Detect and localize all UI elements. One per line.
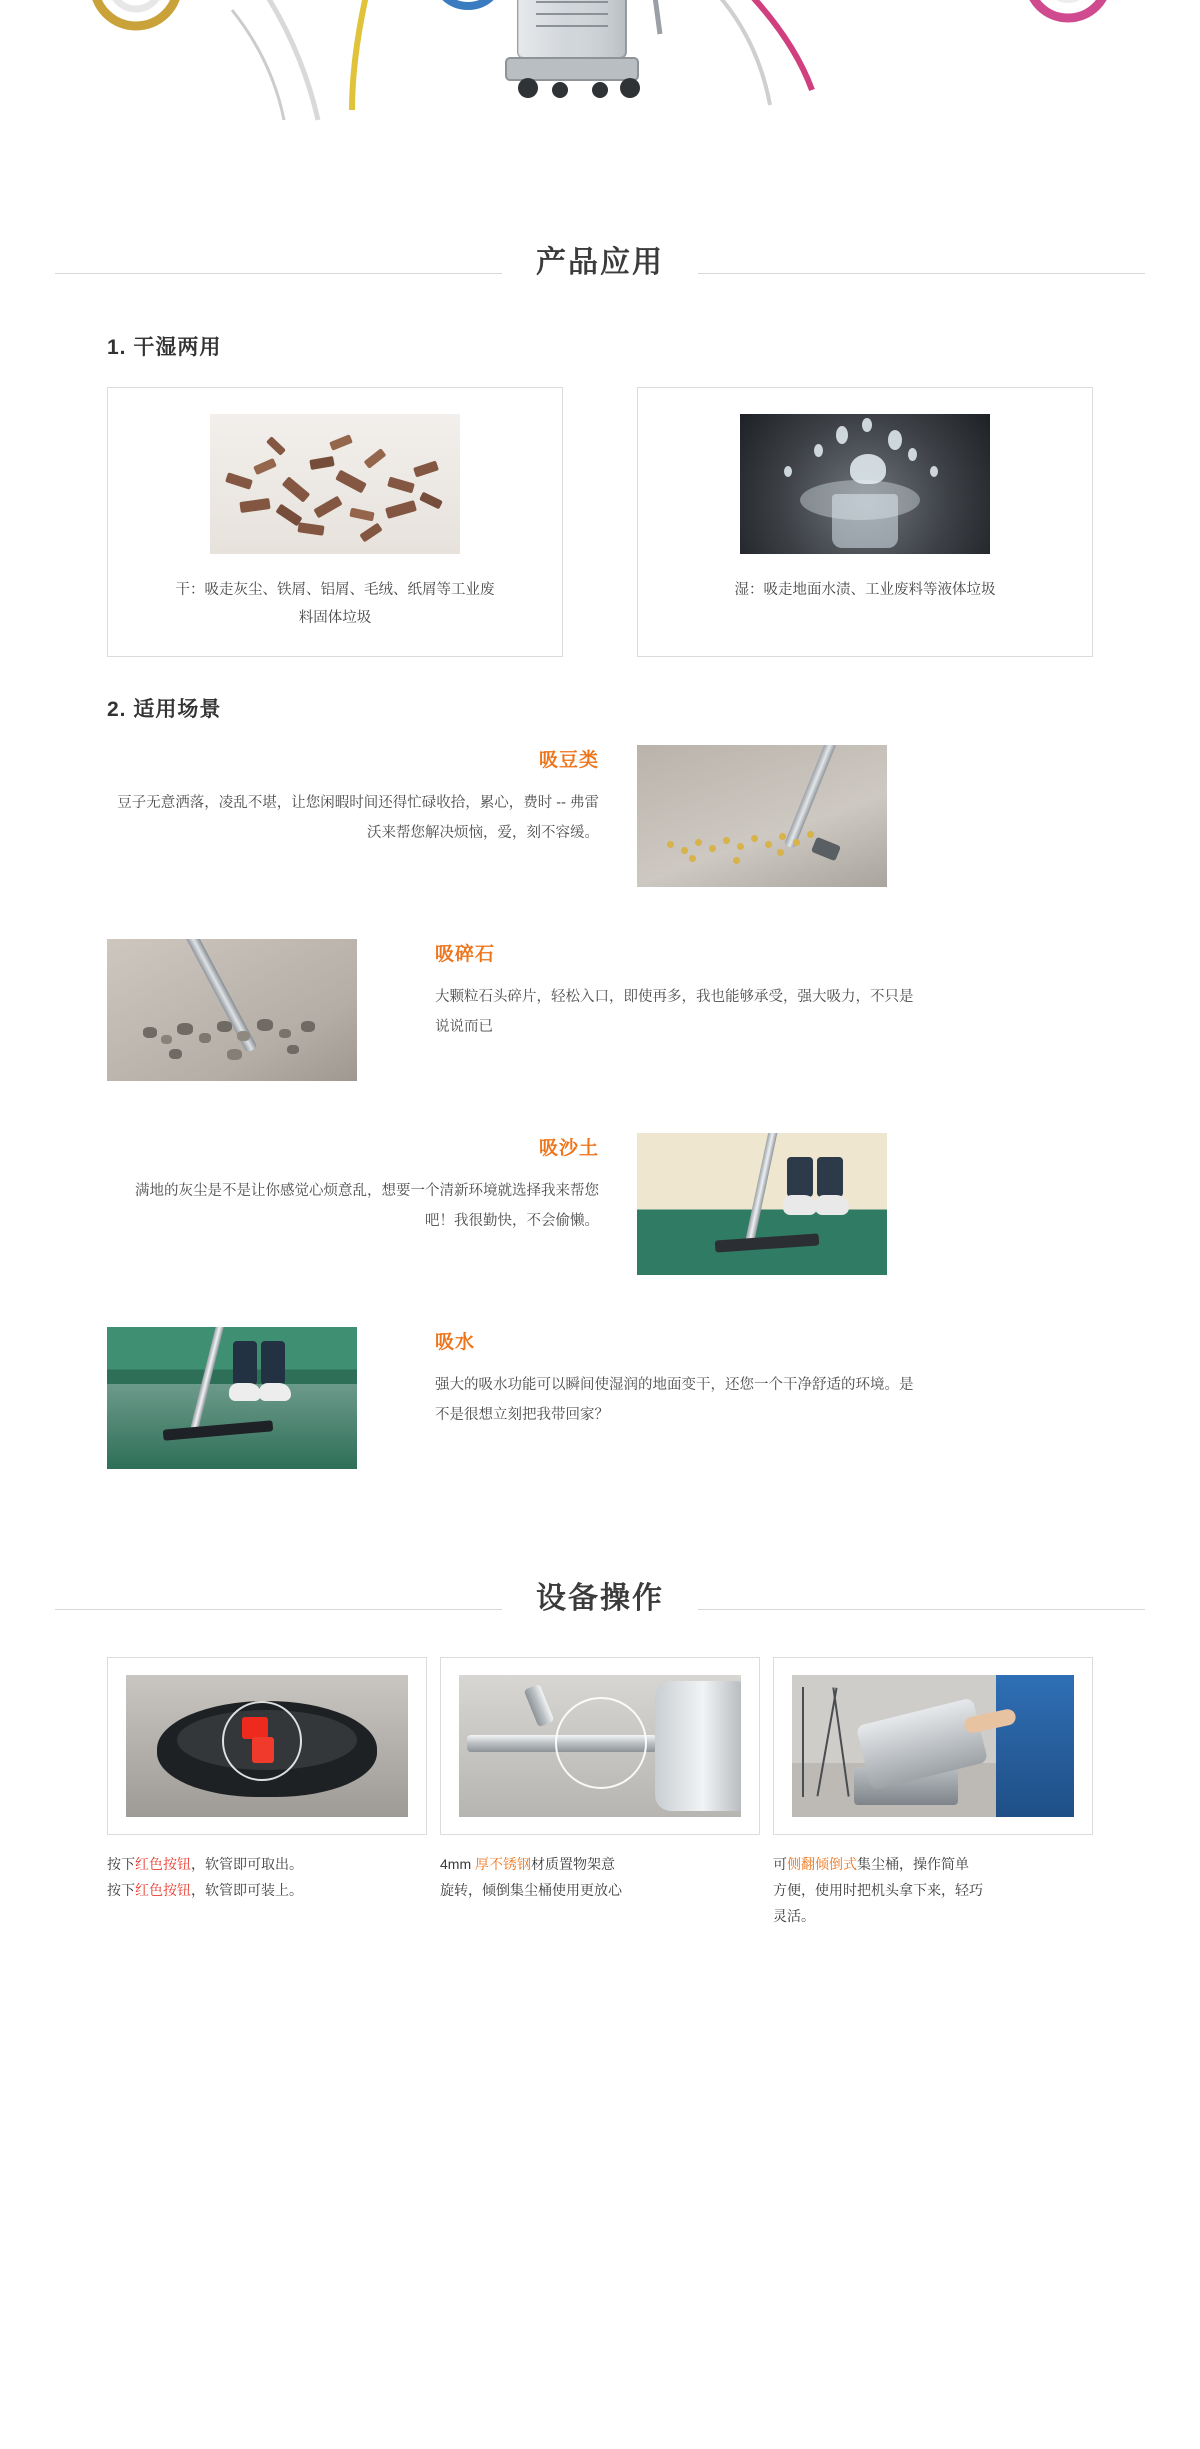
operation-card-red-button [107, 1657, 427, 1929]
highlight-circle-icon [222, 1701, 302, 1781]
operation-caption-line [107, 1851, 427, 1877]
scene-title: 吸沙土 [538, 1138, 599, 1159]
subsection-title-dry-wet: 1. 干湿两用 [107, 336, 222, 359]
scene-gravel [107, 939, 1093, 1111]
caption-text: ，软管即可取出。 [191, 1856, 303, 1872]
caption-text: 可 [773, 1856, 787, 1872]
section-heading-operation [55, 1521, 1145, 1631]
scene-body: 强大的吸水功能可以瞬间使湿润的地面变干，还您一个干净舒适的环境。是不是很想立刻把我带回家？ [435, 1377, 914, 1423]
caption-text: 按下 [107, 1882, 135, 1898]
caption-text: ，软管即可装上。 [191, 1882, 303, 1898]
page-title: 产品应用 [502, 237, 698, 281]
steel-rack-photo [459, 1675, 741, 1817]
scene-title: 吸碎石 [435, 944, 496, 965]
scene-sand [107, 1133, 1093, 1305]
highlight-circle-icon [555, 1697, 647, 1789]
caption-highlight: 侧翻倾倒式 [787, 1856, 857, 1872]
red-button-photo [126, 1675, 408, 1817]
caption-text: 集尘桶，操作简单 [857, 1856, 969, 1872]
vacuum-beans-photo [637, 745, 887, 887]
caption-highlight: 厚不锈钢 [475, 1856, 531, 1872]
water-splash-photo [740, 414, 990, 554]
caption-text: 材质置物架意 [531, 1856, 615, 1872]
tilt-bucket-photo [792, 1675, 1074, 1817]
scene-body: 满地的灰尘是不是让你感觉心烦意乱，想要一个清新环境就选择我来帮您吧！我很勤快，不会偷懒。 [135, 1183, 599, 1229]
subsection-title-scenes: 2. 适用场景 [107, 698, 222, 721]
operation-caption-line: 方便，使用时把机头拿下来，轻巧 [773, 1882, 983, 1898]
scene-body: 大颗粒石头碎片，轻松入口，即使再多，我也能够承受，强大吸力，不只是说说而已 [435, 989, 914, 1035]
vacuum-water-photo [107, 1327, 357, 1469]
scene-title: 吸水 [435, 1332, 476, 1353]
vacuum-sand-photo [637, 1133, 887, 1275]
caption-text: 按下 [107, 1856, 135, 1872]
operation-card-steel-rack [440, 1657, 760, 1929]
operation-caption-line [773, 1851, 1093, 1877]
wood-chips-photo [210, 414, 460, 554]
section-heading-application [55, 185, 1145, 295]
operation-caption-line [107, 1877, 427, 1903]
operation-caption [107, 1851, 427, 1903]
page-bottom-spacer [0, 1929, 1200, 1989]
scene-list [55, 745, 1145, 1499]
operation-caption [440, 1851, 760, 1903]
vacuum-gravel-photo [107, 939, 357, 1081]
scene-beans [107, 745, 1093, 917]
hero-illustration [0, 0, 1200, 185]
caption-highlight: 红色按钮 [135, 1882, 191, 1898]
dry-card [107, 387, 563, 657]
operation-caption [773, 1851, 1093, 1929]
scene-title: 吸豆类 [538, 750, 599, 771]
scene-water [107, 1327, 1093, 1499]
operation-card-group [55, 1657, 1145, 1929]
dry-wet-card-group [55, 387, 1145, 657]
section-title-operation: 设备操作 [502, 1573, 698, 1617]
operation-caption-line: 旋转，倾倒集尘桶使用更放心 [440, 1882, 622, 1898]
wet-card [637, 387, 1093, 657]
scene-body: 豆子无意洒落，凌乱不堪，让您闲暇时间还得忙碌收拾，累心，费时 -- 弗雷沃来帮您解决烦恼，爱，刻不容缓。 [117, 795, 599, 841]
dry-card-caption: 干：吸走灰尘、铁屑、铝屑、毛绒、纸屑等工业废料固体垃圾 [175, 582, 495, 626]
caption-text: 4mm [440, 1856, 475, 1872]
operation-card-tilt-bucket [773, 1657, 1093, 1929]
operation-caption-line [440, 1851, 760, 1877]
operation-caption-line: 灵活。 [773, 1908, 815, 1924]
caption-highlight: 红色按钮 [135, 1856, 191, 1872]
wet-card-caption: 湿：吸走地面水渍、工业废料等液体垃圾 [734, 582, 996, 598]
